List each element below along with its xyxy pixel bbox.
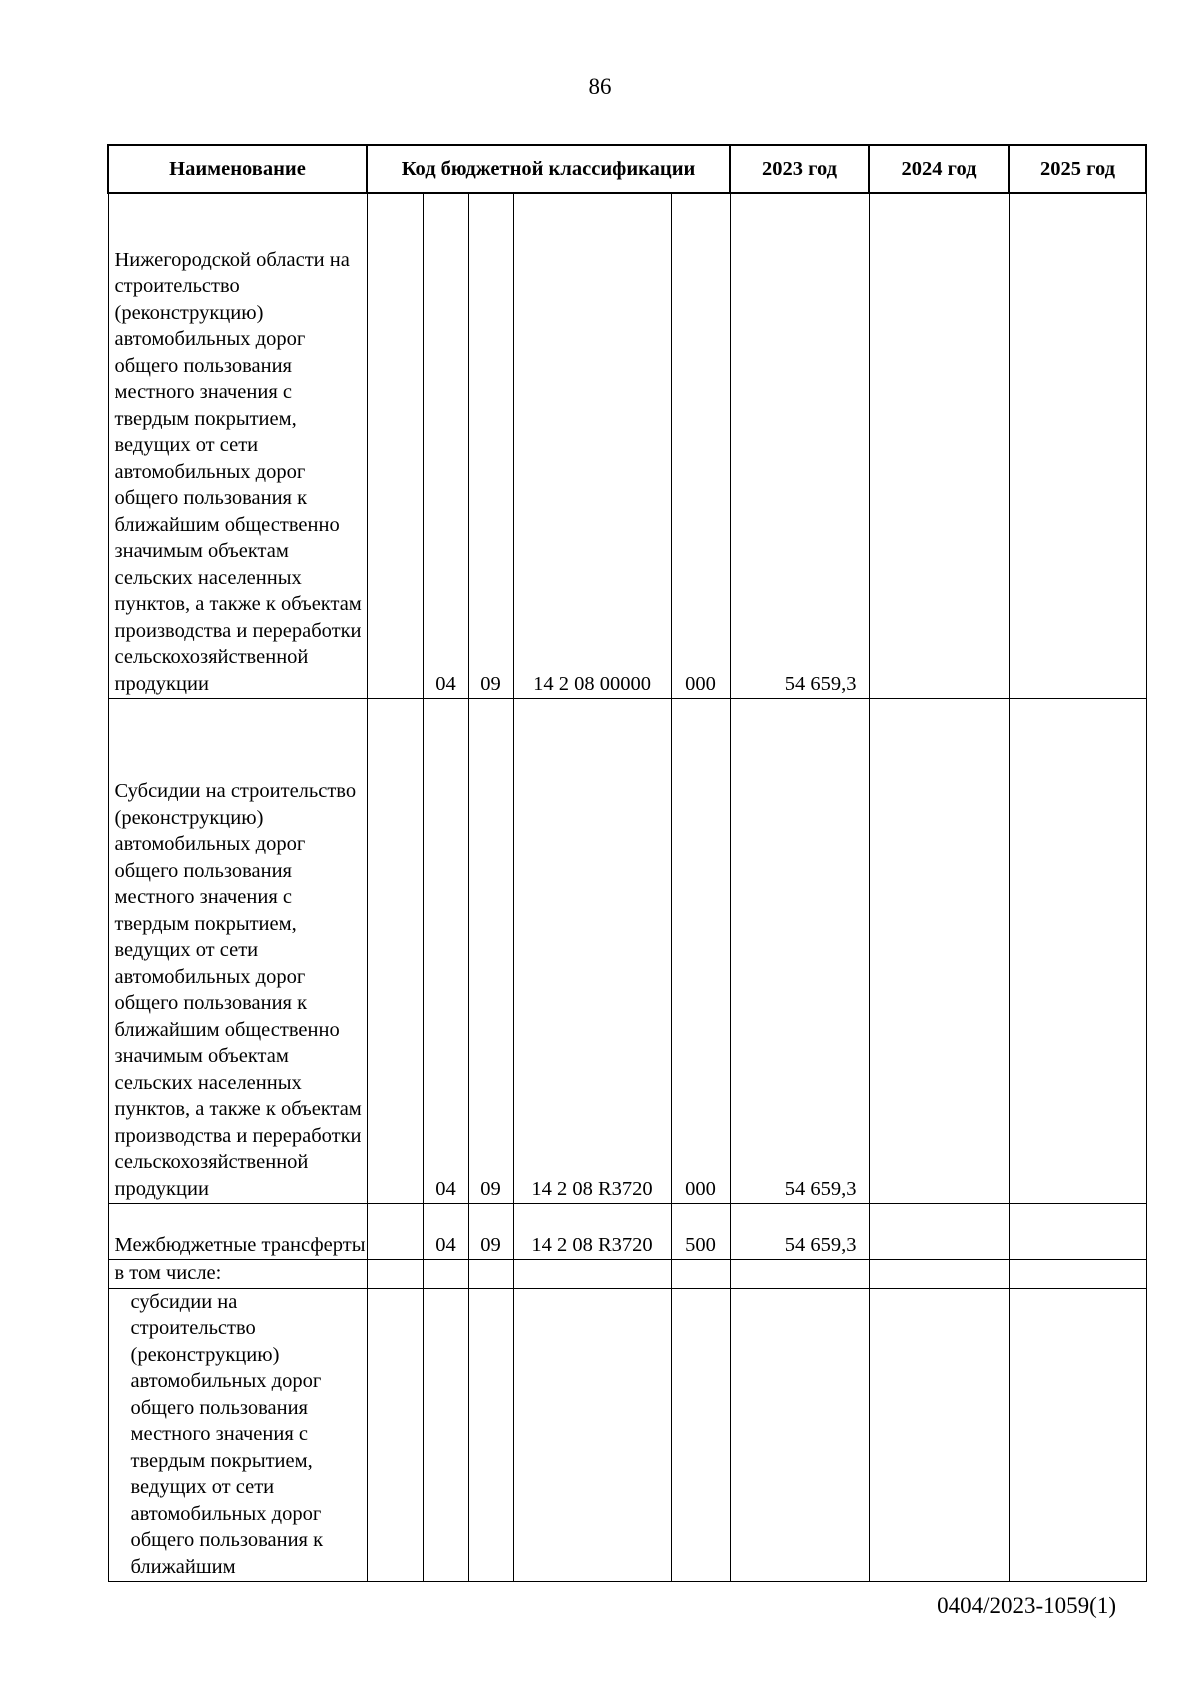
row-amount-2023	[730, 1288, 869, 1582]
row-code-subsection: 09	[468, 193, 513, 699]
row-name: в том числе:	[108, 1260, 367, 1289]
row-amount-2023: 54 659,3	[730, 193, 869, 699]
row-amount-2025	[1009, 699, 1146, 1204]
row-code-expense-type: 000	[671, 699, 730, 1204]
budget-table	[107, 144, 1147, 1582]
row-amount-2025	[1009, 1260, 1146, 1289]
header-row	[108, 145, 1146, 193]
row-amount-2023: 54 659,3	[730, 1204, 869, 1260]
row-name: Субсидии на строительство (реконструкцию) автомобильных дорог общего пользования местного значения с твердым покрытием, ведущих от сети автомобильных дорог общего пользования к ближайшим общественно значимым объектам сельских населенных пунктов, а также к объектам производства и переработки сельскохозяйственной продукции	[108, 699, 367, 1204]
row-name: субсидии на строительство (реконструкцию) автомобильных дорог общего пользования местного значения с твердым покрытием, ведущих от сети автомобильных дорог общего пользования к ближайшим	[108, 1288, 367, 1582]
table-row	[108, 699, 1146, 1204]
row-amount-2025	[1009, 1288, 1146, 1582]
row-code-subsection: 09	[468, 699, 513, 1204]
row-amount-2024	[869, 699, 1009, 1204]
table-row	[108, 193, 1146, 699]
row-code-target: 14 2 08 00000	[513, 193, 671, 699]
table-row	[108, 1204, 1146, 1260]
header-code: Код бюджетной классификации	[367, 145, 730, 193]
row-amount-2023	[730, 1260, 869, 1289]
row-code-section: 04	[423, 699, 468, 1204]
page-number: 86	[588, 74, 612, 99]
row-code-subsection: 09	[468, 1204, 513, 1260]
row-code-1	[367, 1204, 423, 1260]
row-code-subsection	[468, 1288, 513, 1582]
row-code-subsection	[468, 1260, 513, 1289]
row-code-expense-type: 000	[671, 193, 730, 699]
row-code-target	[513, 1260, 671, 1289]
row-amount-2024	[869, 1260, 1009, 1289]
row-name: Межбюджетные трансферты	[108, 1204, 367, 1260]
row-name: Нижегородской области на строительство (реконструкцию) автомобильных дорог общего пользования местного значения с твердым покрытием, ведущих от сети автомобильных дорог общего пользования к ближайшим общественно значимым объектам сельских населенных пунктов, а также к объектам производства и переработки сельскохозяйственной продукции	[108, 193, 367, 699]
row-code-expense-type	[671, 1288, 730, 1582]
row-code-expense-type	[671, 1260, 730, 1289]
table-row	[108, 1260, 1146, 1289]
row-code-1	[367, 1288, 423, 1582]
row-code-section	[423, 1260, 468, 1289]
header-2025: 2025 год	[1009, 145, 1146, 193]
row-code-target: 14 2 08 R3720	[513, 1204, 671, 1260]
row-amount-2024	[869, 1288, 1009, 1582]
row-code-1	[367, 699, 423, 1204]
row-code-section: 04	[423, 1204, 468, 1260]
row-code-expense-type: 500	[671, 1204, 730, 1260]
row-amount-2025	[1009, 193, 1146, 699]
row-code-target	[513, 1288, 671, 1582]
row-amount-2024	[869, 193, 1009, 699]
header-2023: 2023 год	[730, 145, 869, 193]
row-code-1	[367, 193, 423, 699]
row-code-target: 14 2 08 R3720	[513, 699, 671, 1204]
row-code-section: 04	[423, 193, 468, 699]
row-code-section	[423, 1288, 468, 1582]
row-amount-2024	[869, 1204, 1009, 1260]
row-amount-2025	[1009, 1204, 1146, 1260]
row-amount-2023: 54 659,3	[730, 699, 869, 1204]
row-code-1	[367, 1260, 423, 1289]
header-2024: 2024 год	[869, 145, 1009, 193]
header-name: Наименование	[108, 145, 367, 193]
table-row	[108, 1288, 1146, 1582]
document-registration-code: 0404/2023-1059(1)	[937, 1593, 1116, 1618]
